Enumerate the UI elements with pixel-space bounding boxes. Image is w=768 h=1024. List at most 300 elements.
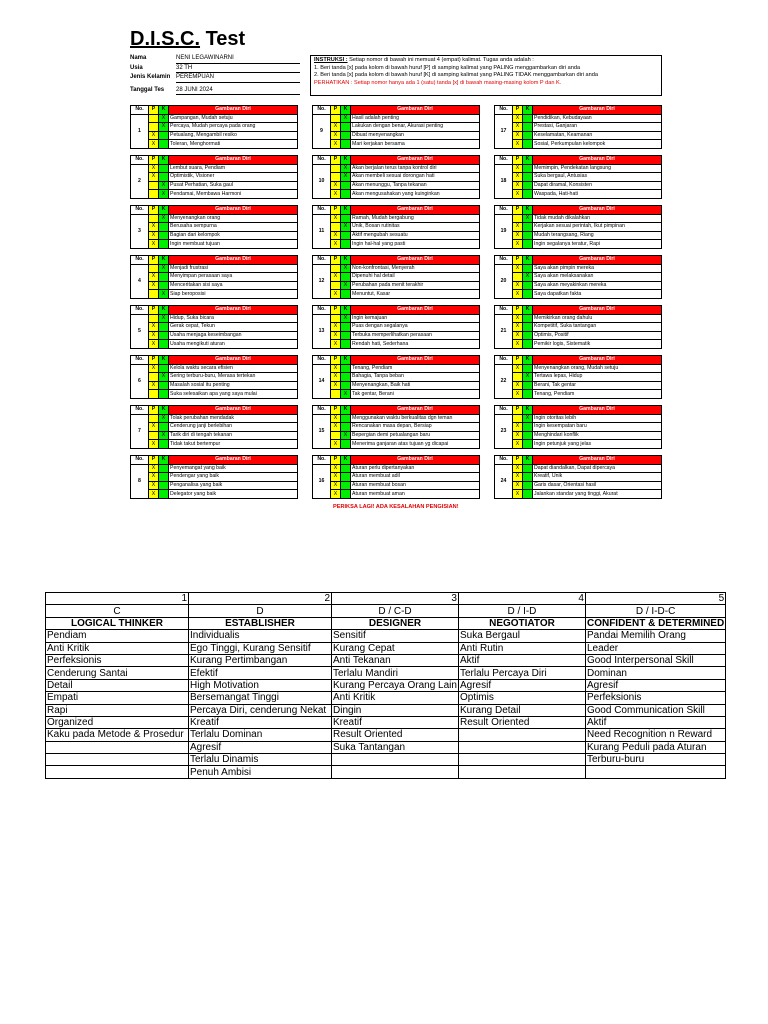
k-cell[interactable] (159, 464, 169, 473)
p-cell[interactable]: X (149, 464, 159, 473)
p-cell[interactable]: X (331, 131, 341, 140)
k-cell[interactable] (341, 464, 351, 473)
k-cell[interactable] (341, 323, 351, 332)
k-cell[interactable] (341, 381, 351, 390)
p-cell[interactable]: X (331, 140, 341, 149)
k-cell[interactable] (159, 140, 169, 149)
p-cell[interactable] (331, 173, 341, 182)
p-cell[interactable] (331, 114, 341, 123)
question-row (131, 364, 298, 373)
k-cell[interactable] (523, 290, 533, 299)
k-cell[interactable] (159, 323, 169, 332)
k-cell[interactable] (523, 440, 533, 449)
p-cell[interactable]: X (331, 123, 341, 132)
k-cell[interactable] (159, 223, 169, 232)
k-cell[interactable] (159, 131, 169, 140)
header-p: P (513, 106, 523, 115)
k-cell[interactable] (341, 423, 351, 432)
p-cell[interactable]: X (513, 281, 523, 290)
question-group (312, 205, 480, 249)
p-cell[interactable]: X (513, 481, 523, 490)
k-cell[interactable]: X (341, 223, 351, 232)
p-cell[interactable]: X (331, 331, 341, 340)
k-cell[interactable]: X (159, 190, 169, 199)
p-cell[interactable]: X (513, 131, 523, 140)
k-cell[interactable] (341, 240, 351, 249)
k-cell[interactable]: X (341, 390, 351, 399)
k-cell[interactable]: X (159, 290, 169, 299)
p-cell[interactable]: X (149, 240, 159, 249)
k-cell[interactable] (159, 173, 169, 182)
p-cell[interactable]: X (513, 123, 523, 132)
k-cell[interactable] (523, 481, 533, 490)
p-cell[interactable]: X (331, 464, 341, 473)
statement-text: Optimis, Positif (533, 331, 662, 340)
k-cell[interactable] (341, 481, 351, 490)
header-no: No. (313, 306, 331, 315)
p-cell[interactable]: X (149, 331, 159, 340)
k-cell[interactable] (341, 364, 351, 373)
k-cell[interactable] (523, 314, 533, 323)
question-header-row (131, 406, 298, 415)
question-row (495, 240, 662, 249)
k-cell[interactable] (159, 381, 169, 390)
statement-text: Keselamatan, Keamanan (533, 131, 662, 140)
p-cell[interactable]: X (149, 140, 159, 149)
k-cell[interactable] (159, 231, 169, 240)
k-cell[interactable] (523, 181, 533, 190)
p-cell[interactable]: X (149, 273, 159, 282)
p-cell[interactable]: X (513, 181, 523, 190)
p-cell[interactable]: X (513, 264, 523, 273)
p-cell[interactable] (149, 181, 159, 190)
k-cell[interactable]: X (523, 273, 533, 282)
p-cell[interactable]: X (513, 331, 523, 340)
question-table (130, 255, 298, 299)
k-cell[interactable] (523, 431, 533, 440)
k-cell[interactable] (523, 364, 533, 373)
question-number: 12 (313, 264, 331, 298)
question-row (313, 231, 480, 240)
header-k: K (523, 356, 533, 365)
k-cell[interactable] (523, 323, 533, 332)
question-header-row (313, 256, 480, 265)
p-cell[interactable]: X (513, 381, 523, 390)
p-cell[interactable]: X (331, 190, 341, 199)
k-cell[interactable] (523, 173, 533, 182)
p-cell[interactable]: X (331, 490, 341, 499)
p-cell[interactable]: X (513, 323, 523, 332)
k-cell[interactable] (341, 340, 351, 349)
k-cell[interactable]: X (523, 373, 533, 382)
k-cell[interactable] (341, 123, 351, 132)
k-cell[interactable]: X (159, 431, 169, 440)
question-row (131, 340, 298, 349)
k-cell[interactable] (523, 223, 533, 232)
p-cell[interactable]: X (331, 414, 341, 423)
header-no: No. (495, 256, 513, 265)
k-cell[interactable] (523, 264, 533, 273)
k-cell[interactable] (523, 490, 533, 499)
header-p: P (331, 356, 341, 365)
p-cell[interactable]: X (513, 190, 523, 199)
profile-trait-row (46, 630, 726, 642)
header-k: K (523, 256, 533, 265)
p-cell[interactable] (513, 273, 523, 282)
p-cell[interactable]: X (149, 323, 159, 332)
k-cell[interactable] (341, 181, 351, 190)
question-group (312, 105, 480, 149)
p-cell[interactable]: X (149, 481, 159, 490)
p-cell[interactable]: X (513, 340, 523, 349)
k-cell[interactable] (341, 440, 351, 449)
header-k: K (523, 406, 533, 415)
k-cell[interactable] (523, 240, 533, 249)
question-row (495, 131, 662, 140)
question-row (313, 481, 480, 490)
k-cell[interactable]: X (159, 123, 169, 132)
question-group (130, 105, 298, 149)
p-cell[interactable]: X (331, 364, 341, 373)
profile-table (45, 592, 726, 779)
p-cell[interactable]: X (513, 290, 523, 299)
statement-text: Optimistik, Visioner (169, 173, 298, 182)
question-table (130, 355, 298, 399)
question-number: 20 (495, 264, 513, 298)
k-cell[interactable] (341, 331, 351, 340)
question-row (131, 323, 298, 332)
statement-text: Aktif mengubah sesuatu (351, 231, 480, 240)
p-cell[interactable]: X (149, 440, 159, 449)
header-no: No. (131, 306, 149, 315)
p-cell[interactable] (331, 390, 341, 399)
k-cell[interactable]: X (341, 114, 351, 123)
p-cell[interactable]: X (513, 173, 523, 182)
p-cell[interactable] (331, 281, 341, 290)
question-row (495, 290, 662, 299)
p-cell[interactable] (513, 414, 523, 423)
profile-trait: Percaya Diri, cenderung Nekat (189, 704, 332, 716)
k-cell[interactable] (159, 281, 169, 290)
p-cell[interactable]: X (513, 314, 523, 323)
p-cell[interactable]: X (331, 481, 341, 490)
statement-text: Ingin kemajuan (351, 314, 480, 323)
p-cell[interactable]: X (513, 423, 523, 432)
p-cell[interactable]: X (331, 290, 341, 299)
statement-text: Tidak takut bertempur (169, 440, 298, 449)
p-cell[interactable]: X (149, 490, 159, 499)
name-field[interactable]: NENI LEGAWINARNI (176, 54, 300, 64)
p-cell[interactable]: X (513, 364, 523, 373)
k-cell[interactable] (341, 140, 351, 149)
question-row (313, 181, 480, 190)
k-cell[interactable]: X (159, 314, 169, 323)
statement-text: Saya akan meyakinkan mereka (533, 281, 662, 290)
header-p: P (331, 306, 341, 315)
profile-number-row (46, 593, 726, 605)
profile-trait: Kaku pada Metode & Prosedur (46, 729, 189, 741)
statement-text: Lakukan dengan benar, Akurasi penting (351, 123, 480, 132)
profile-code: D / C-D (332, 605, 459, 617)
p-cell[interactable]: X (513, 390, 523, 399)
p-cell[interactable] (513, 214, 523, 223)
k-cell[interactable] (523, 190, 533, 199)
k-cell[interactable] (341, 473, 351, 482)
k-cell[interactable]: X (159, 181, 169, 190)
p-cell[interactable] (149, 214, 159, 223)
k-cell[interactable]: X (341, 281, 351, 290)
p-cell[interactable]: X (331, 231, 341, 240)
k-cell[interactable] (341, 190, 351, 199)
p-cell[interactable] (149, 431, 159, 440)
p-cell[interactable]: X (331, 273, 341, 282)
header-p: P (513, 356, 523, 365)
p-cell[interactable]: X (513, 440, 523, 449)
statement-text: Menyimpan perasaan saya (169, 273, 298, 282)
p-cell[interactable] (149, 290, 159, 299)
question-row (131, 264, 298, 273)
title-disc: D.I.S.C. (130, 28, 201, 50)
p-cell[interactable]: X (331, 240, 341, 249)
profile-trait-row (46, 729, 726, 741)
k-cell[interactable]: X (159, 114, 169, 123)
k-cell[interactable] (341, 273, 351, 282)
question-row (131, 223, 298, 232)
k-cell[interactable]: X (159, 414, 169, 423)
p-cell[interactable] (331, 164, 341, 173)
p-cell[interactable]: X (149, 473, 159, 482)
k-cell[interactable]: X (341, 264, 351, 273)
p-cell[interactable]: X (331, 214, 341, 223)
k-cell[interactable] (159, 273, 169, 282)
p-cell[interactable]: X (331, 440, 341, 449)
p-cell[interactable]: X (331, 323, 341, 332)
p-cell[interactable]: X (149, 381, 159, 390)
p-cell[interactable]: X (513, 431, 523, 440)
p-cell[interactable]: X (331, 373, 341, 382)
age-field[interactable]: 32 TH (176, 64, 300, 74)
k-cell[interactable] (159, 164, 169, 173)
header-no: No. (313, 456, 331, 465)
k-cell[interactable] (523, 464, 533, 473)
question-row (131, 414, 298, 423)
k-cell[interactable] (523, 331, 533, 340)
profile-trait: Cenderung Santai (46, 667, 189, 679)
k-cell[interactable]: X (341, 164, 351, 173)
p-cell[interactable]: X (149, 423, 159, 432)
question-row (495, 340, 662, 349)
statement-text: Menyenangkan orang, Mudah setuju (533, 364, 662, 373)
k-cell[interactable] (341, 231, 351, 240)
k-cell[interactable] (523, 340, 533, 349)
p-cell[interactable]: X (513, 223, 523, 232)
p-cell[interactable] (513, 373, 523, 382)
profile-trait-row (46, 679, 726, 691)
gender-field[interactable]: PEREMPUAN (176, 73, 300, 83)
k-cell[interactable] (159, 481, 169, 490)
p-cell[interactable]: X (149, 281, 159, 290)
profile-trait: Kurang Cepat (332, 642, 459, 654)
statement-text: Kelola waktu secara efisien (169, 364, 298, 373)
k-cell[interactable] (523, 281, 533, 290)
p-cell[interactable] (149, 373, 159, 382)
question-row (313, 440, 480, 449)
p-cell[interactable] (149, 314, 159, 323)
header-k: K (341, 256, 351, 265)
header-p: P (513, 156, 523, 165)
k-cell[interactable] (341, 414, 351, 423)
p-cell[interactable]: X (513, 231, 523, 240)
header-k: K (159, 406, 169, 415)
header-p: P (149, 406, 159, 415)
profile-trait: Dingin (332, 704, 459, 716)
header-gambaran: Gambaran Diri (351, 356, 480, 365)
p-cell[interactable] (331, 223, 341, 232)
k-cell[interactable] (159, 473, 169, 482)
k-cell[interactable]: X (341, 431, 351, 440)
question-header-row (131, 456, 298, 465)
p-cell[interactable]: X (331, 381, 341, 390)
question-row (313, 323, 480, 332)
header-gambaran: Gambaran Diri (169, 406, 298, 415)
statement-text: Delegator yang baik (169, 490, 298, 499)
p-cell[interactable]: X (149, 173, 159, 182)
question-group (312, 155, 480, 199)
p-cell[interactable]: X (149, 364, 159, 373)
question-group (312, 455, 480, 499)
k-cell[interactable] (523, 423, 533, 432)
p-cell[interactable]: X (149, 164, 159, 173)
p-cell[interactable]: X (513, 240, 523, 249)
profile-trait: High Motivation (189, 679, 332, 691)
p-cell[interactable]: X (513, 464, 523, 473)
question-row (313, 273, 480, 282)
k-cell[interactable] (523, 114, 533, 123)
p-cell[interactable] (149, 414, 159, 423)
statement-text: Perubahan pada menit terakhir (351, 281, 480, 290)
k-cell[interactable] (523, 390, 533, 399)
k-cell[interactable] (341, 214, 351, 223)
p-cell[interactable]: X (149, 340, 159, 349)
k-cell[interactable]: X (523, 214, 533, 223)
k-cell[interactable] (159, 490, 169, 499)
k-cell[interactable] (159, 340, 169, 349)
p-cell[interactable]: X (331, 423, 341, 432)
statement-text: Ingin otoritas lebih (533, 414, 662, 423)
k-cell[interactable]: X (341, 173, 351, 182)
question-number: 4 (131, 264, 149, 298)
p-cell[interactable]: X (331, 181, 341, 190)
p-cell[interactable]: X (513, 114, 523, 123)
statement-text: Saya akan melaksanakan (533, 273, 662, 282)
p-cell[interactable] (331, 314, 341, 323)
profile-trait-row (46, 741, 726, 753)
p-cell[interactable] (149, 190, 159, 199)
k-cell[interactable] (341, 131, 351, 140)
k-cell[interactable] (159, 423, 169, 432)
statement-text: Tolak perubahan mendadak (169, 414, 298, 423)
question-group (494, 105, 662, 149)
k-cell[interactable] (523, 231, 533, 240)
test-date-field[interactable]: 28 JUNI 2024 (176, 86, 300, 96)
p-cell[interactable] (331, 264, 341, 273)
k-cell[interactable] (523, 164, 533, 173)
statement-text: Kompetitif, Suka tantangan (533, 323, 662, 332)
question-group (312, 255, 480, 299)
k-cell[interactable]: X (523, 414, 533, 423)
question-row (495, 314, 662, 323)
header-no: No. (495, 406, 513, 415)
header-k: K (341, 156, 351, 165)
p-cell[interactable]: X (331, 473, 341, 482)
question-row (495, 123, 662, 132)
k-cell[interactable] (159, 440, 169, 449)
k-cell[interactable] (523, 123, 533, 132)
header-no: No. (131, 206, 149, 215)
k-cell[interactable] (341, 373, 351, 382)
k-cell[interactable] (523, 140, 533, 149)
k-cell[interactable] (159, 390, 169, 399)
question-table (312, 255, 480, 299)
info-row-name (130, 54, 300, 64)
k-cell[interactable] (159, 331, 169, 340)
info-label: Jenis Kelamin (130, 74, 171, 80)
statement-text: Memimpin, Pendekatan langsung (533, 164, 662, 173)
k-cell[interactable] (523, 381, 533, 390)
p-cell[interactable]: X (331, 340, 341, 349)
question-row (313, 364, 480, 373)
p-cell[interactable]: X (513, 164, 523, 173)
question-row (313, 140, 480, 149)
k-cell[interactable] (159, 240, 169, 249)
k-cell[interactable]: X (341, 314, 351, 323)
k-cell[interactable]: X (159, 373, 169, 382)
p-cell[interactable] (331, 431, 341, 440)
p-cell[interactable] (149, 264, 159, 273)
header-no: No. (313, 406, 331, 415)
p-cell[interactable]: X (149, 131, 159, 140)
k-cell[interactable] (523, 131, 533, 140)
question-row (131, 314, 298, 323)
p-cell[interactable] (149, 114, 159, 123)
profile-number: 5 (585, 593, 725, 605)
header-k: K (159, 456, 169, 465)
k-cell[interactable]: X (159, 264, 169, 273)
k-cell[interactable] (341, 490, 351, 499)
p-cell[interactable]: X (513, 490, 523, 499)
question-table (494, 205, 662, 249)
question-header-row (495, 156, 662, 165)
p-cell[interactable]: X (513, 473, 523, 482)
k-cell[interactable] (523, 473, 533, 482)
question-row (495, 440, 662, 449)
k-cell[interactable] (159, 364, 169, 373)
statement-text: Prestasi, Ganjaran (533, 123, 662, 132)
statement-text: Unik, Bosan rutinitas (351, 223, 480, 232)
p-cell[interactable] (149, 123, 159, 132)
header-p: P (513, 206, 523, 215)
k-cell[interactable] (341, 290, 351, 299)
p-cell[interactable]: X (149, 223, 159, 232)
p-cell[interactable] (149, 390, 159, 399)
question-group (130, 305, 298, 349)
statement-text: Tak gentar, Berani (351, 390, 480, 399)
p-cell[interactable]: X (149, 231, 159, 240)
profile-trait: Kurang Pertimbangan (189, 654, 332, 666)
statement-text: Aturan membuat bosan (351, 481, 480, 490)
k-cell[interactable]: X (159, 214, 169, 223)
p-cell[interactable]: X (513, 140, 523, 149)
